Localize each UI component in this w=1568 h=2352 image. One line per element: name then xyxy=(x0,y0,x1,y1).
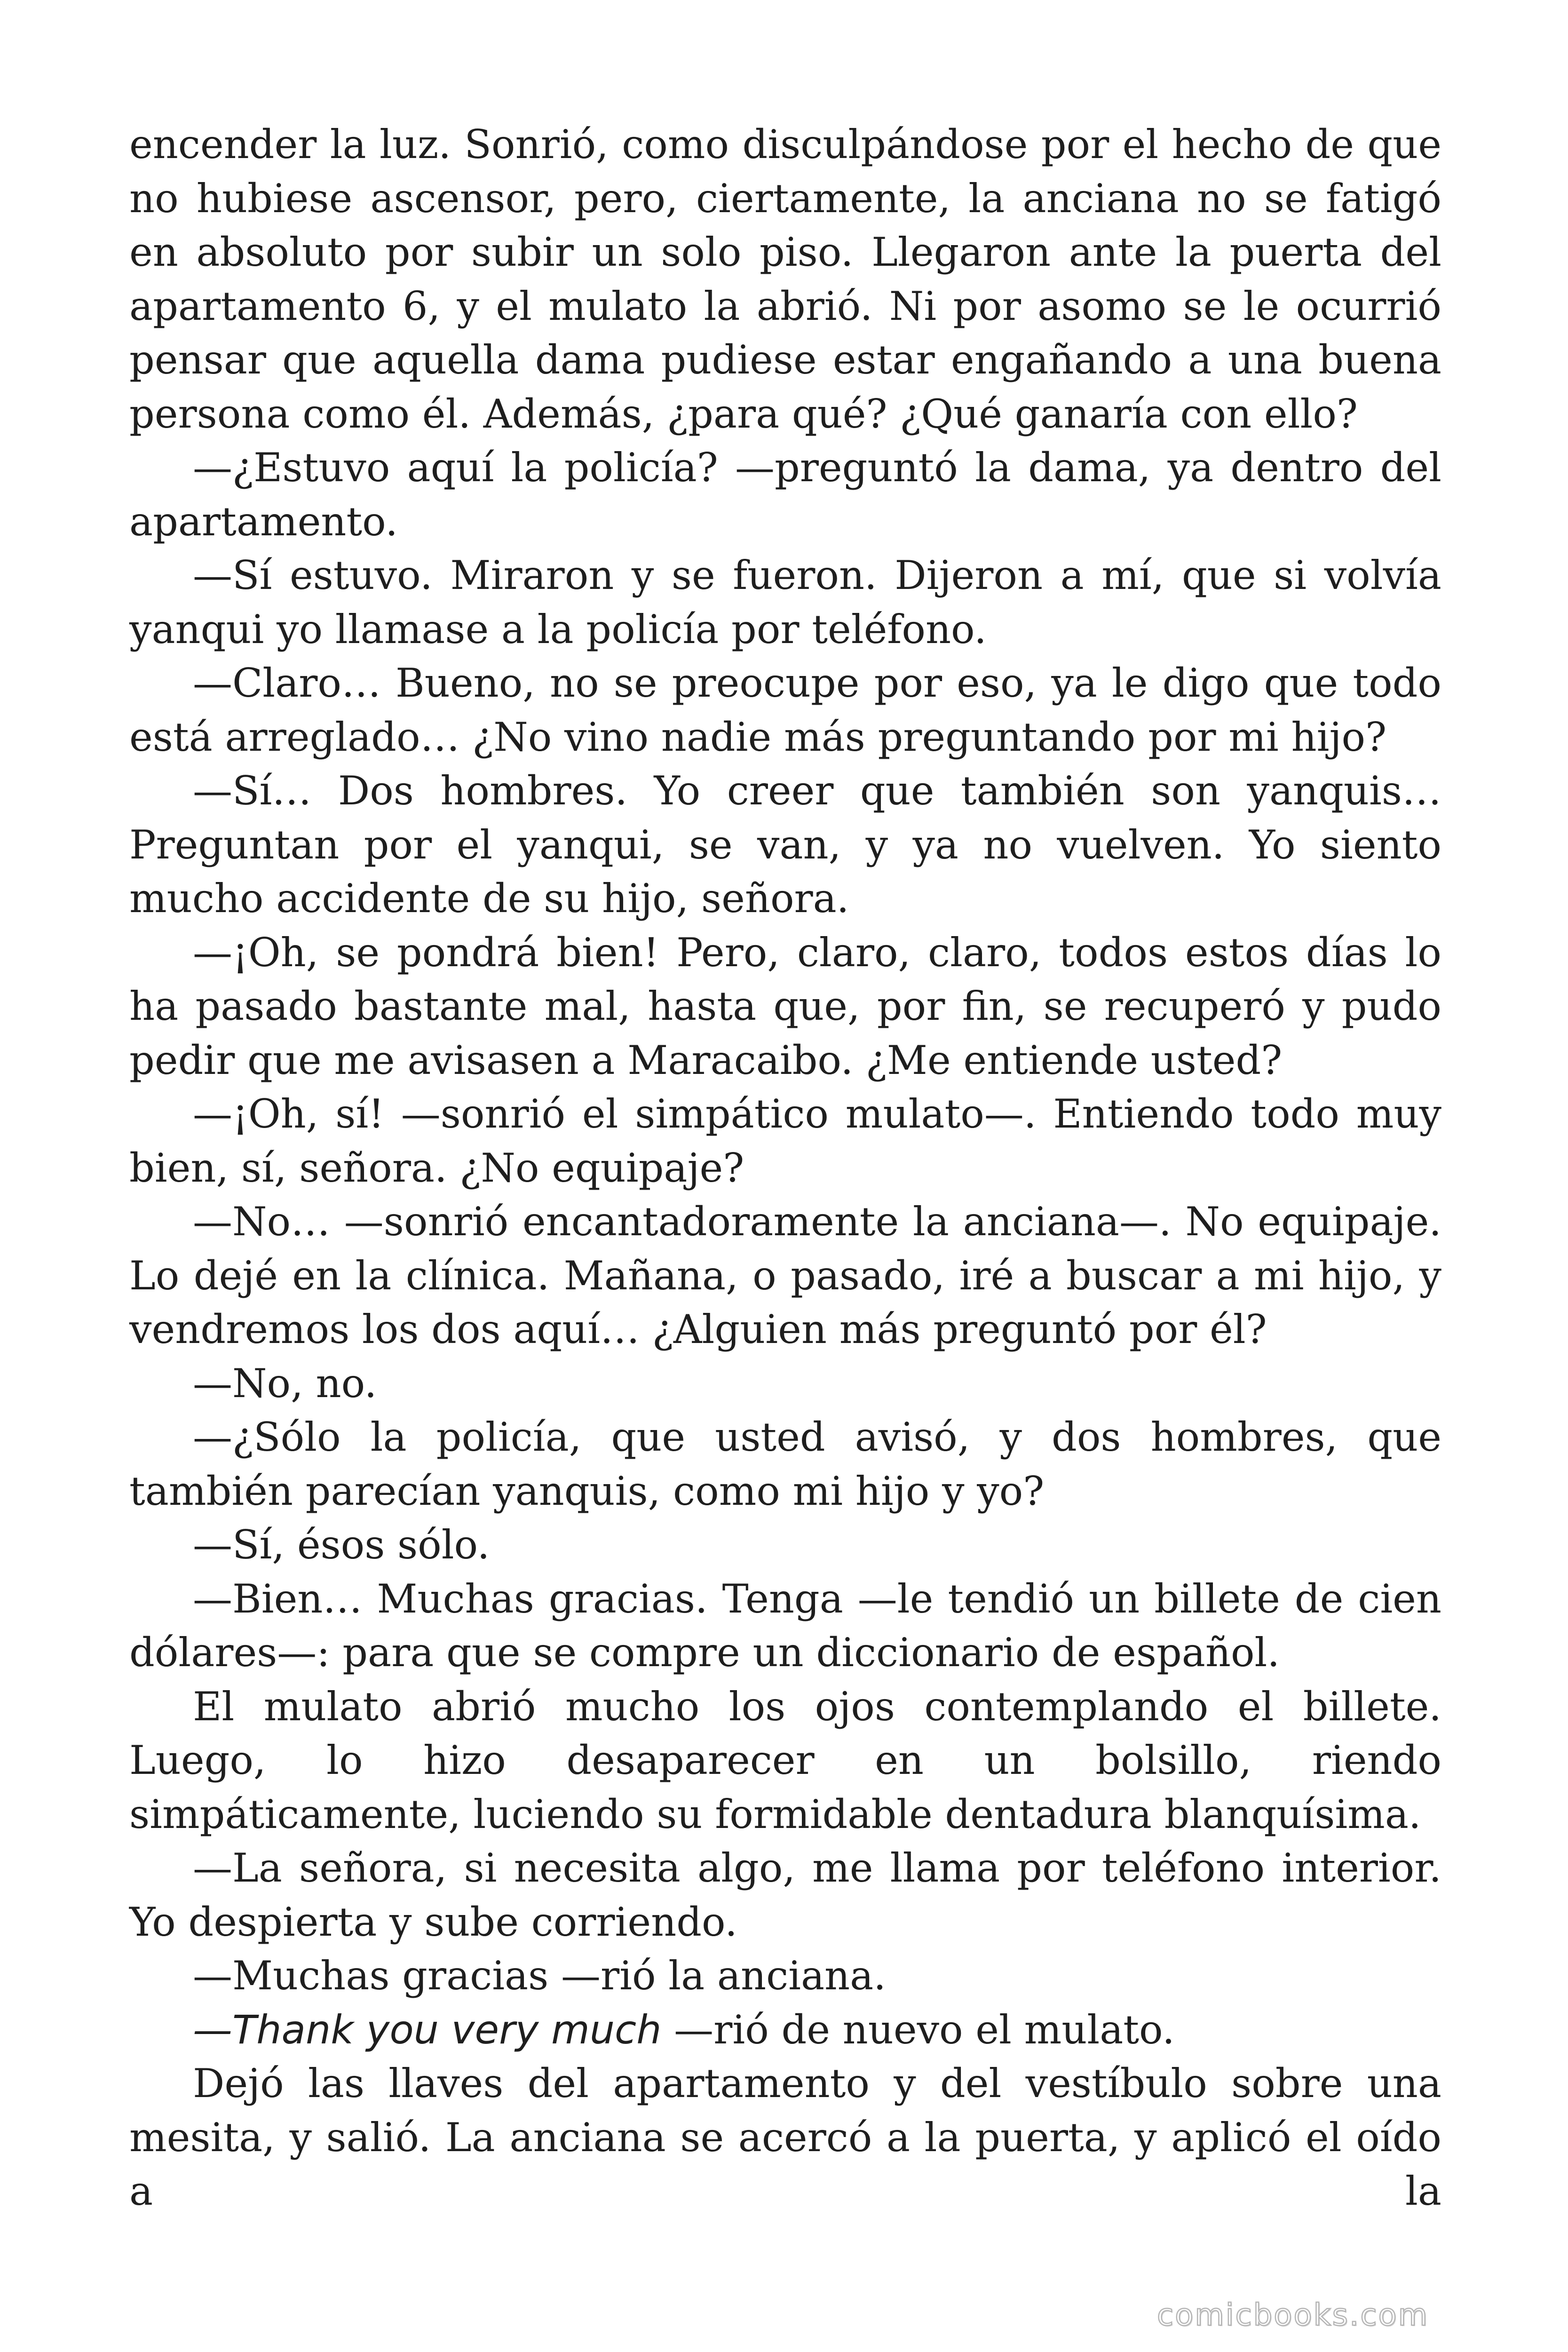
paragraph: —Muchas gracias —rió la anciana. xyxy=(193,1953,886,1999)
thank-you-english: Thank you very much xyxy=(232,2006,662,2053)
paragraph: —¡Oh, sí! —sonrió el simpático mulato—. Entiendo todo muy bien, sí, señora. ¿No equipaje? xyxy=(129,1091,1441,1191)
watermark-logo: comicbooks.com xyxy=(1157,2298,1429,2333)
paragraph: —No… —sonrió encantadoramente la anciana—. No equipaje. Lo dejé en la clínica. Mañana, o pasado, iré a buscar a mi hijo, y vendremos los dos aquí… ¿Alguien más preguntó por él? xyxy=(129,1199,1441,1352)
paragraph: —No, no. xyxy=(193,1360,377,1406)
page-text xyxy=(129,118,1441,2218)
paragraph: encender la luz. Sonrió, como disculpándose por el hecho de que no hubiese ascensor, pero, ciertamente, la anciana no se fatigó en absoluto por subir un solo piso. Llegaron ante la puerta del apartamento 6, y el mulato la abrió. Ni por asomo se le ocurrió pensar que aquella dama pudiese estar engañando a una buena persona como él. Además, ¿para qué? ¿Qué ganaría con ello? xyxy=(129,121,1441,437)
paragraph: —Sí estuvo. Miraron y se fueron. Dijeron a mí, que si volvía yanqui yo llamase a la policía por teléfono. xyxy=(129,552,1441,652)
paragraph: —La señora, si necesita algo, me llama por teléfono interior. Yo despierta y sube corriendo. xyxy=(129,1845,1441,1945)
thank-you-dash: — xyxy=(193,2006,232,2053)
paragraph: —¿Estuvo aquí la policía? —preguntó la dama, ya dentro del apartamento. xyxy=(129,445,1441,545)
paragraph: —¿Sólo la policía, que usted avisó, y dos hombres, que también parecían yanquis, como mi hijo y yo? xyxy=(129,1414,1441,1514)
paragraph: —Claro… Bueno, no se preocupe por eso, ya le digo que todo está arreglado… ¿No vino nadie más preguntando por mi hijo? xyxy=(129,660,1441,760)
paragraph: —Bien… Muchas gracias. Tenga —le tendió un billete de cien dólares—: para que se compre un diccionario de español. xyxy=(129,1575,1441,1676)
paragraph: —¡Oh, se pondrá bien! Pero, claro, claro, todos estos días lo ha pasado bastante mal, hasta que, por fin, se recuperó y pudo pedir que me avisasen a Maracaibo. ¿Me entiende usted? xyxy=(129,929,1441,1083)
paragraph: —Sí, ésos sólo. xyxy=(193,1522,490,1568)
last-paragraph: Dejó las llaves del apartamento y del vestíbulo sobre una mesita, y salió. La anciana se acercó a la puerta, y aplicó el oído a la xyxy=(129,2060,1441,2214)
paragraph: —Sí… Dos hombres. Yo creer que también son yanquis… Preguntan por el yanqui, se van, y ya no vuelven. Yo siento mucho accidente de su hijo, señora. xyxy=(129,768,1441,922)
paragraph: El mulato abrió mucho los ojos contemplando el billete. Luego, lo hizo desaparecer en un bolsillo, riendo simpáticamente, luciendo su formidable dentadura blanquísima. xyxy=(129,1683,1441,1837)
thank-you-paragraph xyxy=(129,2003,1441,2057)
thank-you-rest: —rió de nuevo el mulato. xyxy=(661,2006,1175,2053)
